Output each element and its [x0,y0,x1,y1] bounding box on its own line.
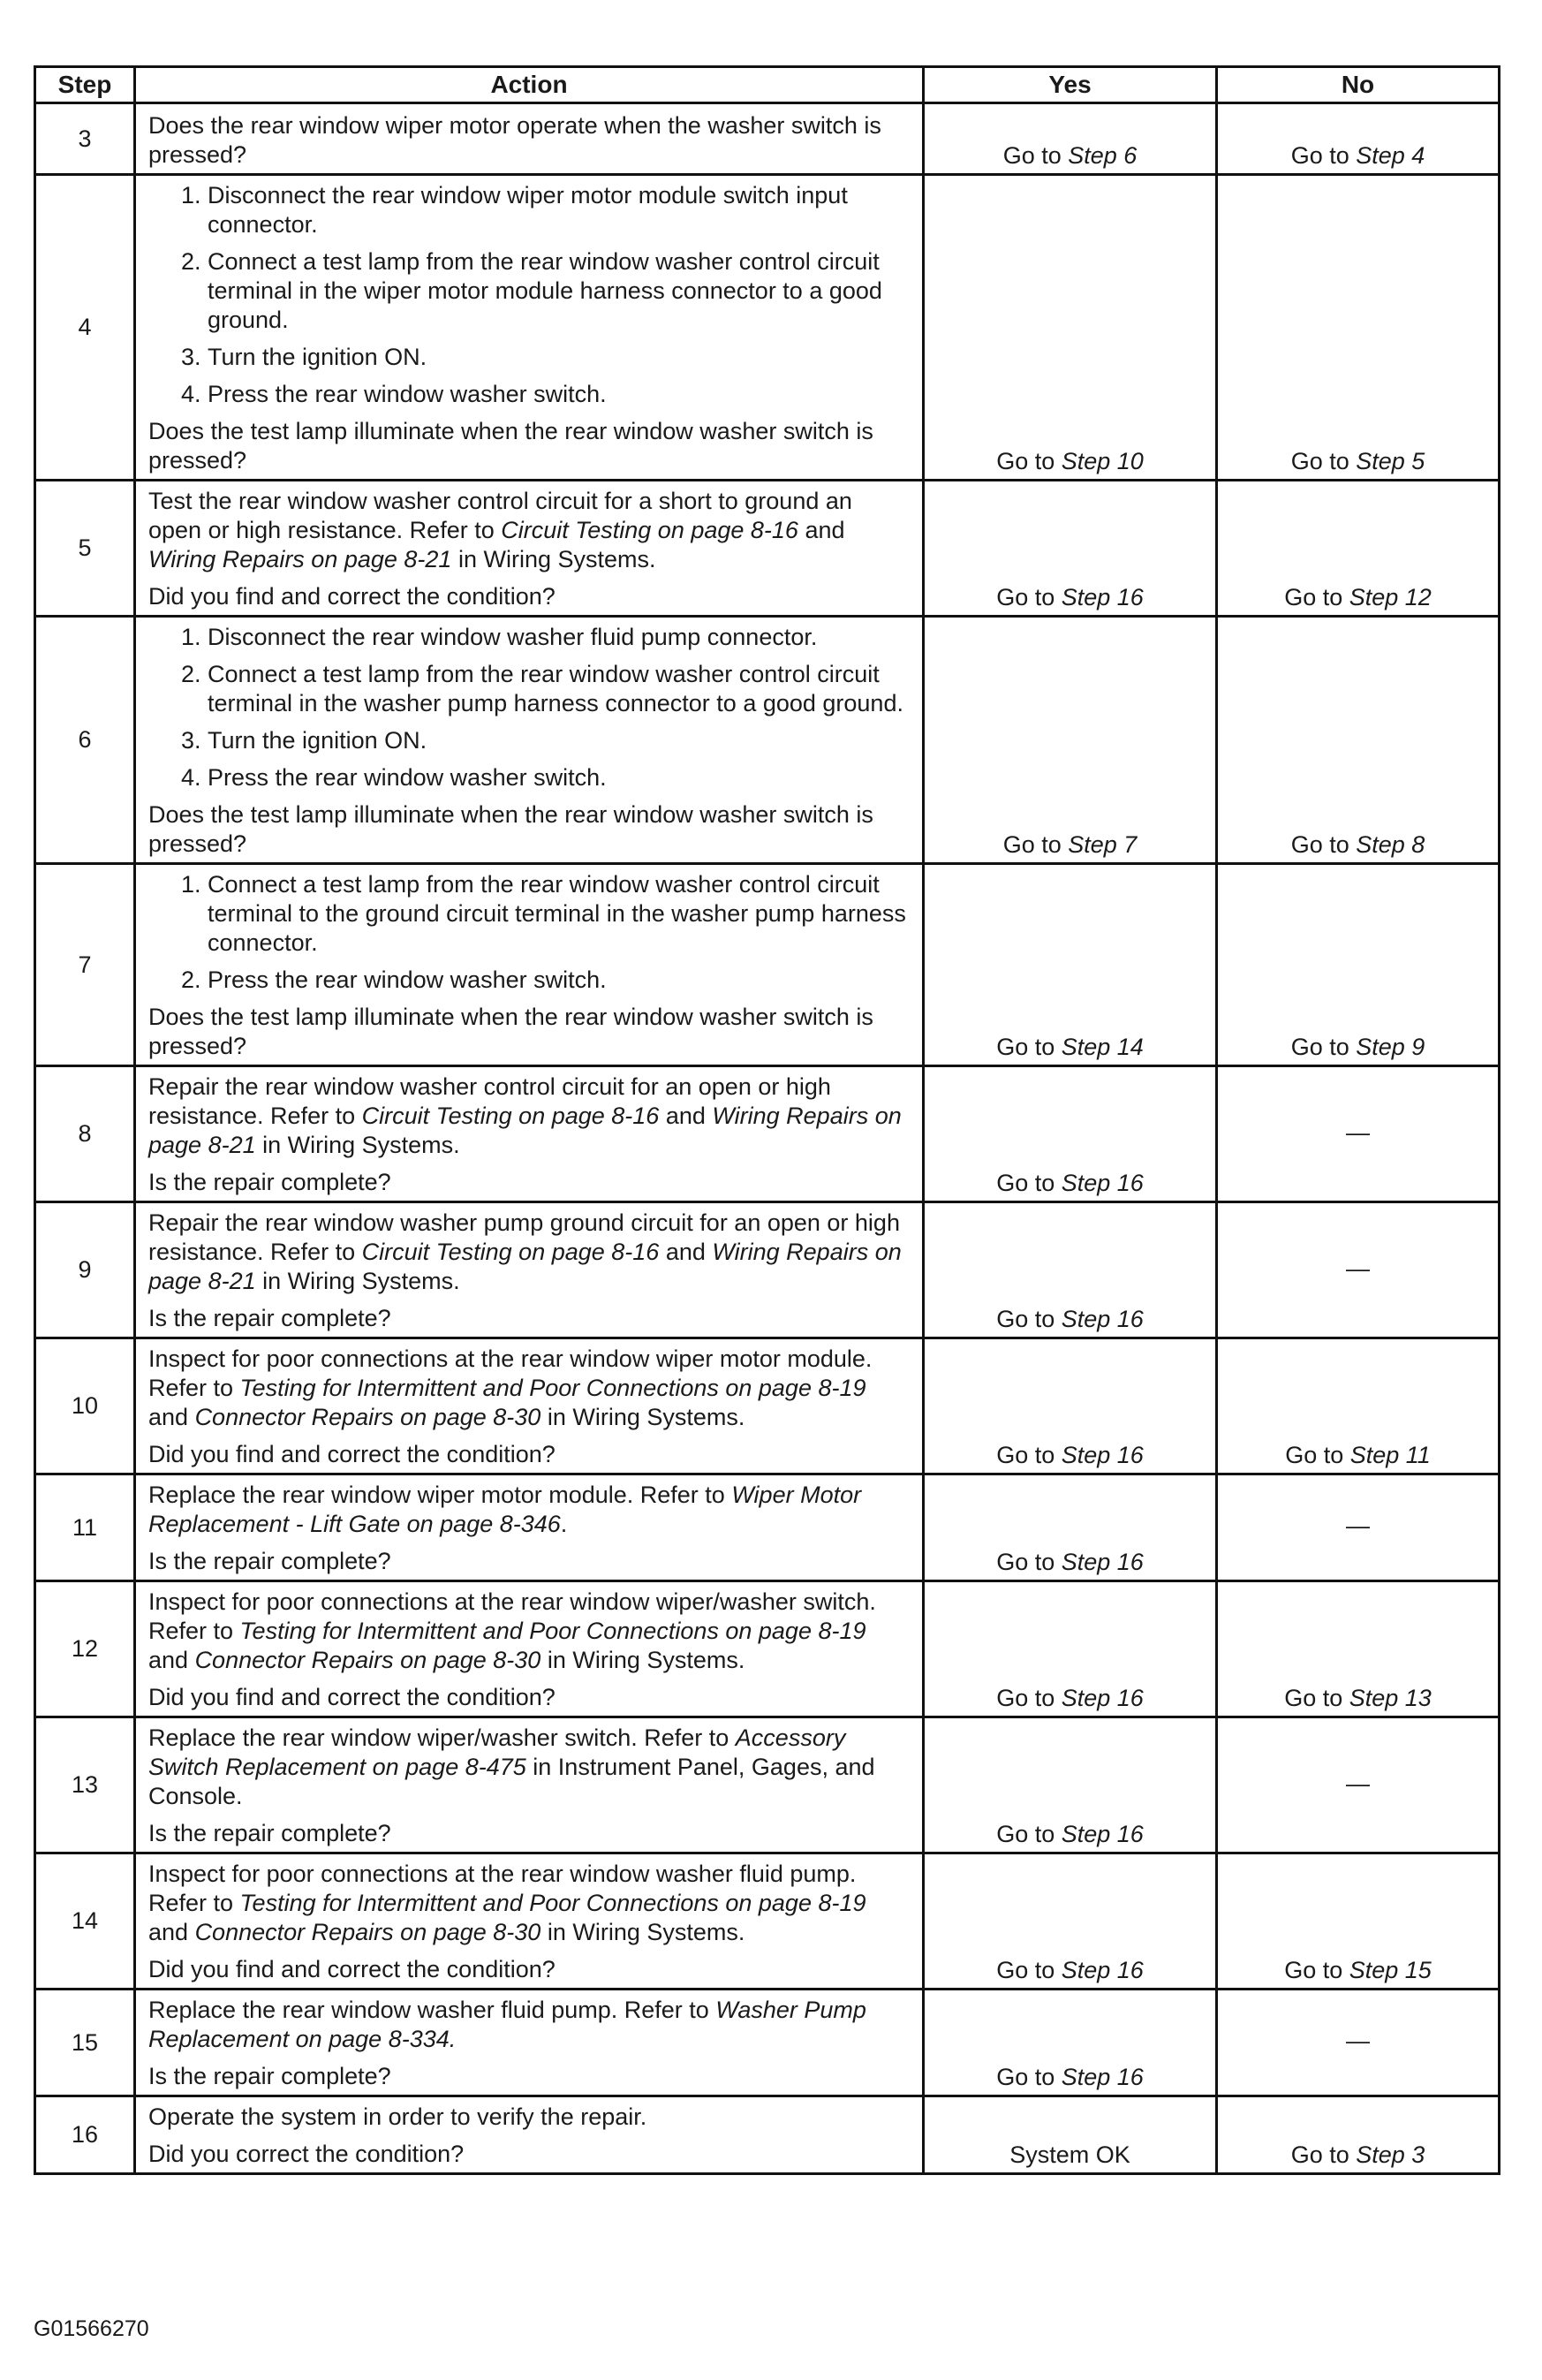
header-yes: Yes [924,67,1217,103]
reference-text: Connector Repairs on page 8-30 [194,1647,541,1673]
text-run: — [1346,1770,1370,1797]
text-run: and [148,1404,195,1430]
substep-item: 1. Connect a test lamp from the rear window washer control circuit terminal to the ground circuit terminal in the washer pump harness connector. [208,870,911,958]
text-run: Replace the rear window wiper/washer switch. Refer to [148,1724,736,1751]
reference-text: Step 6 [1068,142,1138,169]
yes-result [924,1066,1217,1202]
action-cell [135,2096,924,2174]
text-run: Go to [996,1306,1062,1332]
table-row [35,1066,1500,1202]
action-cell [135,103,924,175]
action-question [148,111,911,170]
no-result [1217,2096,1500,2174]
no-result [1217,1990,1500,2096]
step-number: 7 [35,864,135,1066]
no-result [1217,1338,1500,1474]
substep-list [148,870,911,995]
reference-text: Connector Repairs on page 8-30 [194,1404,541,1430]
action-cell [135,1066,924,1202]
step-number: 13 [35,1717,135,1853]
text-run: in Wiring Systems. [540,1919,745,1945]
text-run: Inspect for poor connections at the rear window wiper motor module. Refer to [148,1345,873,1401]
text-run: Is the repair complete? [148,1305,391,1331]
yes-result [924,617,1217,864]
text-run: in Wiring Systems. [540,1404,745,1430]
action-question [148,582,911,611]
reference-text: Step 13 [1349,1685,1432,1711]
no-result [1217,481,1500,617]
step-number: 15 [35,1990,135,2096]
reference-text: Testing for Intermittent and Poor Connections on page 8-19 [239,1375,866,1401]
text-run: Go to [996,1170,1062,1196]
no-result [1217,1581,1500,1717]
step-number: 4 [35,175,135,481]
action-cell [135,175,924,481]
yes-result [924,103,1217,175]
reference-text: Step 16 [1061,1442,1144,1468]
no-result [1217,103,1500,175]
table-row [35,1581,1500,1717]
step-number: 9 [35,1202,135,1338]
reference-text: Testing for Intermittent and Poor Connections on page 8-19 [239,1890,866,1916]
reference-text: Step 11 [1349,1442,1431,1468]
reference-text: Circuit Testing on page 8-16 [501,517,798,543]
text-run: Go to [996,1957,1062,1983]
text-run: Did you find and correct the condition? [148,1684,556,1710]
text-run: Go to [1290,448,1357,474]
no-result [1217,864,1500,1066]
text-run: Go to [1290,1034,1357,1060]
text-run: in Wiring Systems. [255,1268,460,1294]
action-question [148,417,911,475]
yes-result [924,1581,1217,1717]
text-run: Go to [996,1442,1062,1468]
text-run: Repair the rear window washer pump ground circuit for an open or high resistance. Refer to [148,1209,900,1265]
table-row [35,1717,1500,1853]
table-row [35,1338,1500,1474]
table-row [35,864,1500,1066]
figure-id: G01566270 [34,2316,149,2341]
action-cell [135,1853,924,1990]
reference-text: Wiring Repairs on page 8-21 [148,1239,902,1294]
text-run: Go to [1290,831,1357,858]
reference-text: Step 16 [1061,1685,1144,1711]
action-paragraph [148,1996,911,2054]
reference-text: Step 16 [1061,1306,1144,1332]
action-question [148,1440,911,1469]
reference-text: Connector Repairs on page 8-30 [194,1919,541,1945]
action-question [148,1955,911,1984]
action-cell [135,617,924,864]
action-cell [135,1474,924,1581]
action-question [148,2140,911,2169]
table-row [35,1474,1500,1581]
action-question [148,1168,911,1197]
header-action: Action [135,67,924,103]
diagnostic-table [34,65,1500,2175]
action-question [148,1683,911,1712]
header-no: No [1217,67,1500,103]
action-question [148,1819,911,1848]
action-paragraph [148,487,911,574]
step-number: 3 [35,103,135,175]
reference-text: Step 5 [1356,448,1425,474]
no-result [1217,1202,1500,1338]
action-paragraph [148,1724,911,1811]
text-run: in Wiring Systems. [540,1647,745,1673]
text-run: Go to [996,2064,1062,2090]
substep-item: 4. Press the rear window washer switch. [208,380,911,409]
text-run: Does the test lamp illuminate when the rear window washer switch is pressed? [148,418,873,474]
substep-item: 1. Disconnect the rear window wiper motor module switch input connector. [208,181,911,239]
no-result [1217,1066,1500,1202]
reference-text: Step 16 [1061,1957,1144,1983]
substep-item: 2. Connect a test lamp from the rear window washer control circuit terminal in the wiper motor module harness connector to a good ground. [208,247,911,335]
action-question [148,1547,911,1576]
substep-item: 1. Disconnect the rear window washer fluid pump connector. [208,623,911,652]
header-row [35,67,1500,103]
table-row [35,617,1500,864]
step-number: 5 [35,481,135,617]
text-run: Go to [1284,1957,1349,1983]
yes-result [924,1338,1217,1474]
reference-text: Step 16 [1061,1549,1144,1575]
text-run: Is the repair complete? [148,2063,391,2089]
reference-text: Step 16 [1061,2064,1144,2090]
reference-text: Washer Pump Replacement on page 8-334. [148,1997,866,2052]
text-run: Did you find and correct the condition? [148,1956,556,1982]
text-run: in Wiring Systems. [451,546,656,572]
table-row [35,481,1500,617]
reference-text: Circuit Testing on page 8-16 [361,1239,660,1265]
text-run: Go to [996,1034,1062,1060]
table-row [35,1990,1500,2096]
text-run: Test the rear window washer control circuit for a short to ground an open or high resistance. Refer to [148,488,852,543]
yes-result [924,175,1217,481]
reference-text: Step 12 [1349,584,1432,610]
substep-item: 4. Press the rear window washer switch. [208,763,911,792]
action-cell [135,1338,924,1474]
action-cell [135,481,924,617]
text-run: Operate the system in order to verify the repair. [148,2103,647,2130]
text-run: and [148,1647,195,1673]
text-run: Go to [1002,831,1069,858]
step-number: 14 [35,1853,135,1990]
action-cell [135,864,924,1066]
reference-text: Wiring Repairs on page 8-21 [148,546,452,572]
text-run: Go to [996,1685,1062,1711]
action-paragraph [148,1073,911,1160]
text-run: Replace the rear window wiper motor module. Refer to [148,1482,732,1508]
action-cell [135,1581,924,1717]
substep-item: 2. Press the rear window washer switch. [208,966,911,995]
text-run: Is the repair complete? [148,1820,391,1846]
header-step: Step [35,67,135,103]
text-run: and [659,1103,713,1129]
table-row [35,1202,1500,1338]
substep-item: 2. Connect a test lamp from the rear window washer control circuit terminal in the washer pump harness connector to a good ground. [208,660,911,718]
text-run: System OK [1009,2141,1130,2168]
text-run: Does the rear window wiper motor operate when the washer switch is pressed? [148,112,881,168]
yes-result [924,2096,1217,2174]
yes-result [924,1717,1217,1853]
text-run: and [659,1239,713,1265]
step-number: 10 [35,1338,135,1474]
step-number: 11 [35,1474,135,1581]
reference-text: Step 7 [1068,831,1138,858]
no-result [1217,1717,1500,1853]
text-run: Go to [1290,2141,1357,2168]
action-paragraph [148,2103,911,2132]
text-run: in Instrument Panel, Gages, and Console. [148,1754,875,1809]
reference-text: Testing for Intermittent and Poor Connections on page 8-19 [239,1618,866,1644]
text-run: Go to [1285,1442,1350,1468]
reference-text: Wiring Repairs on page 8-21 [148,1103,902,1158]
text-run: Repair the rear window washer control circuit for an open or high resistance. Refer to [148,1073,831,1129]
action-question [148,2062,911,2091]
text-run: Replace the rear window washer fluid pump. Refer to [148,1997,716,2023]
action-question [148,800,911,859]
text-run: . [560,1511,568,1537]
action-cell [135,1202,924,1338]
text-run: in Wiring Systems. [255,1132,460,1158]
reference-text: Wiper Motor Replacement - Lift Gate on page 8-346 [148,1482,862,1537]
reference-text: Step 9 [1356,1034,1425,1060]
step-number: 16 [35,2096,135,2174]
text-run: Go to [996,584,1062,610]
text-run: Is the repair complete? [148,1169,391,1195]
text-run: — [1346,1118,1370,1146]
text-run: — [1346,1512,1370,1539]
text-run: Inspect for poor connections at the rear window washer fluid pump. Refer to [148,1861,857,1916]
text-run: — [1346,2028,1370,2054]
no-result [1217,1474,1500,1581]
text-run: Go to [1290,142,1357,169]
reference-text: Step 16 [1061,584,1144,610]
step-number: 12 [35,1581,135,1717]
yes-result [924,1853,1217,1990]
action-question [148,1304,911,1333]
reference-text: Circuit Testing on page 8-16 [361,1103,660,1129]
substep-item: 3. Turn the ignition ON. [208,726,911,755]
yes-result [924,864,1217,1066]
action-paragraph [148,1860,911,1947]
yes-result [924,1474,1217,1581]
text-run: and [797,517,845,543]
substep-list [148,181,911,409]
text-run: Go to [996,448,1062,474]
reference-text: Step 16 [1061,1170,1144,1196]
reference-text: Step 16 [1061,1821,1144,1847]
table-row [35,103,1500,175]
action-cell [135,1717,924,1853]
table-row [35,1853,1500,1990]
no-result [1217,175,1500,481]
text-run: Did you find and correct the condition? [148,1441,556,1467]
reference-text: Step 3 [1356,2141,1425,2168]
text-run: Did you correct the condition? [148,2141,465,2167]
reference-text: Step 8 [1356,831,1425,858]
step-number: 6 [35,617,135,864]
reference-text: Step 15 [1349,1957,1432,1983]
text-run: Is the repair complete? [148,1548,391,1574]
text-run: Go to [996,1821,1062,1847]
table-row [35,175,1500,481]
text-run: and [148,1919,195,1945]
reference-text: Step 4 [1356,142,1425,169]
text-run: Does the test lamp illuminate when the rear window washer switch is pressed? [148,801,873,857]
action-paragraph [148,1209,911,1296]
reference-text: Accessory Switch Replacement on page 8-475 [148,1724,846,1780]
no-result [1217,617,1500,864]
step-number: 8 [35,1066,135,1202]
text-run: — [1346,1254,1370,1282]
action-paragraph [148,1481,911,1539]
action-cell [135,1990,924,2096]
action-paragraph [148,1588,911,1675]
text-run: Inspect for poor connections at the rear window wiper/washer switch. Refer to [148,1588,876,1644]
no-result [1217,1853,1500,1990]
substep-list [148,623,911,792]
yes-result [924,481,1217,617]
text-run: Go to [996,1549,1062,1575]
text-run: Does the test lamp illuminate when the rear window washer switch is pressed? [148,1004,873,1059]
action-question [148,1003,911,1061]
text-run: Go to [1002,142,1069,169]
yes-result [924,1202,1217,1338]
text-run: Did you find and correct the condition? [148,583,556,610]
table-row [35,2096,1500,2174]
reference-text: Step 14 [1061,1034,1144,1060]
reference-text: Step 10 [1061,448,1144,474]
yes-result [924,1990,1217,2096]
text-run: Go to [1284,584,1349,610]
text-run: Go to [1284,1685,1349,1711]
substep-item: 3. Turn the ignition ON. [208,343,911,372]
action-paragraph [148,1345,911,1432]
